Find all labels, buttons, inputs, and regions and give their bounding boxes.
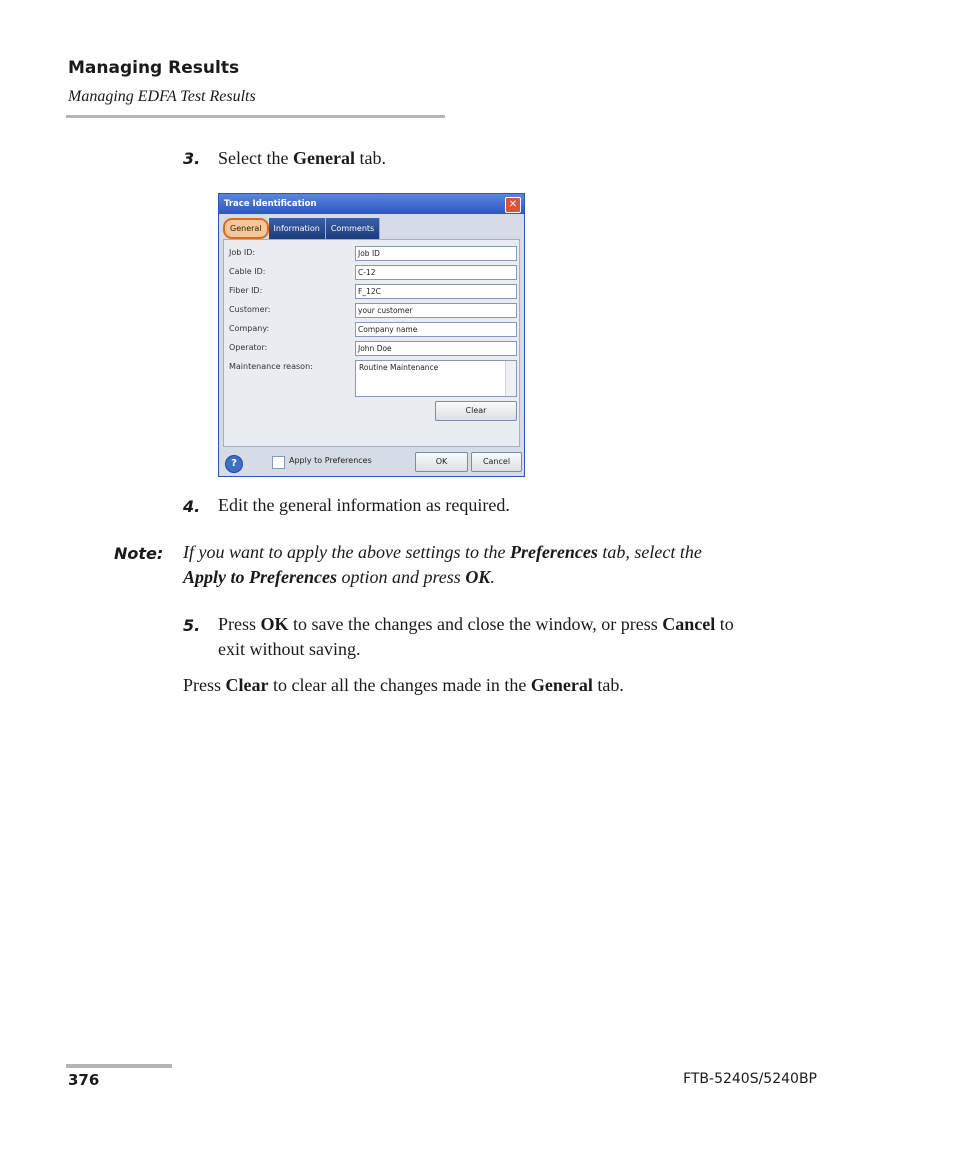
- cancel-button[interactable]: Cancel: [471, 452, 522, 472]
- step-4-number: 4.: [183, 497, 201, 516]
- fiber-id-field[interactable]: F_12C: [355, 284, 517, 299]
- maintenance-reason-scrollbar[interactable]: [505, 361, 516, 396]
- customer-label: Customer:: [229, 305, 271, 314]
- footer-divider: [66, 1064, 172, 1068]
- section-subtitle: Managing EDFA Test Results: [68, 88, 256, 105]
- cable-id-field[interactable]: C-12: [355, 265, 517, 280]
- note-text: If you want to apply the above settings to the Preferences tab, select the Apply to Preferences option and press OK.: [183, 542, 702, 587]
- tab-comments[interactable]: Comments: [326, 218, 380, 239]
- tab-general[interactable]: General: [223, 218, 269, 239]
- company-label: Company:: [229, 324, 270, 333]
- company-field[interactable]: Company name: [355, 322, 517, 337]
- clear-button[interactable]: Clear: [435, 401, 517, 421]
- customer-field[interactable]: your customer: [355, 303, 517, 318]
- press-clear-text: Press Clear to clear all the changes made in the General tab.: [183, 675, 624, 695]
- fiber-id-label: Fiber ID:: [229, 286, 263, 295]
- operator-field[interactable]: John Doe: [355, 341, 517, 356]
- maintenance-reason-field[interactable]: [355, 360, 517, 397]
- job-id-field[interactable]: Job ID: [355, 246, 517, 261]
- dialog-title: Trace Identification: [224, 199, 317, 209]
- dialog-tabs: [223, 218, 380, 239]
- step-5-number: 5.: [183, 616, 201, 635]
- dialog-title-bar: [219, 194, 524, 214]
- tab-information[interactable]: Information: [269, 218, 326, 239]
- step-5-text: Press OK to save the changes and close the window, or press Cancel to exit without saving.: [218, 614, 734, 659]
- close-icon[interactable]: ✕: [505, 197, 521, 213]
- header-divider: [66, 115, 445, 118]
- apply-to-preferences-checkbox[interactable]: [272, 456, 285, 469]
- product-model: FTB-5240S/5240BP: [683, 1071, 817, 1087]
- step-3-number: 3.: [183, 149, 201, 168]
- operator-label: Operator:: [229, 343, 268, 352]
- trace-identification-dialog: [218, 193, 525, 477]
- general-panel: [223, 239, 520, 447]
- job-id-label: Job ID:: [229, 248, 256, 257]
- apply-to-preferences-label: Apply to Preferences: [289, 456, 372, 465]
- step-4-text: Edit the general information as required.: [218, 495, 510, 515]
- help-icon[interactable]: ?: [225, 455, 243, 473]
- maintenance-reason-value: Routine Maintenance: [359, 363, 439, 372]
- ok-button[interactable]: OK: [415, 452, 468, 472]
- cable-id-label: Cable ID:: [229, 267, 266, 276]
- page-number: 376: [68, 1071, 100, 1089]
- maintenance-reason-label: Maintenance reason:: [229, 362, 313, 371]
- note-label: Note:: [114, 544, 164, 563]
- step-3-text: Select the General tab.: [218, 148, 386, 168]
- section-title: Managing Results: [68, 58, 240, 78]
